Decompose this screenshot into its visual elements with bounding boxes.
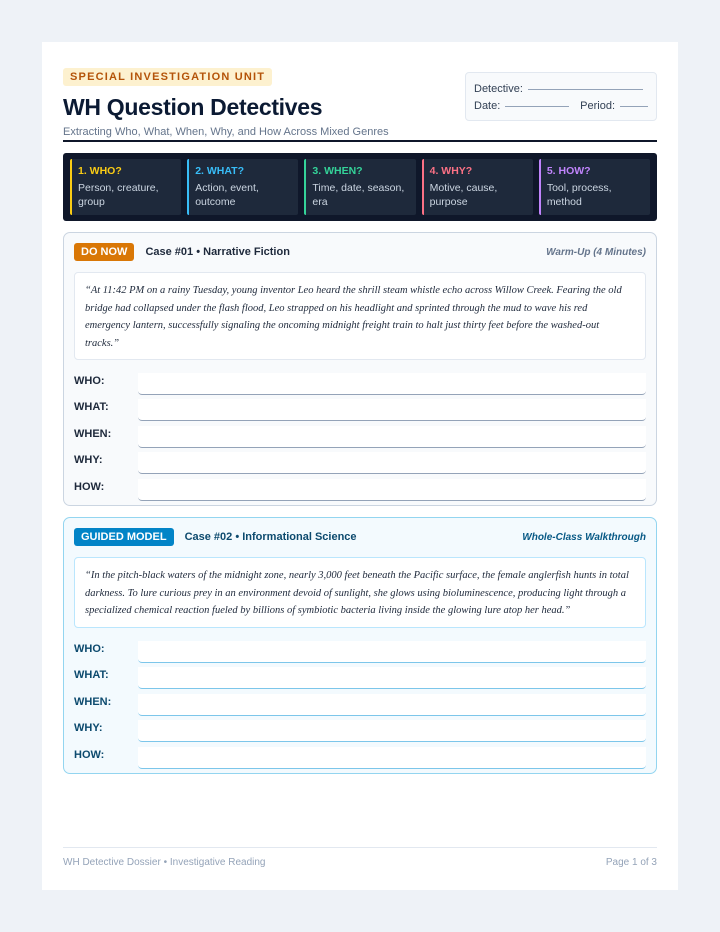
date-blank[interactable] — [505, 106, 569, 107]
case-passage: “At 11:42 PM on a rainy Tuesday, young inventor Leo heard the shrill steam whistle echo across Willow Creek. Fearing the old bridge had collapsed under the flash flood, Leo strapped on his headlight and sprinted through the mud to wave his red emergency lantern, successfully signaling the oncoming midnight freight train to halt just thirty feet before the washed-out tracks.” — [74, 272, 646, 360]
answer-label: WHEN: — [74, 427, 112, 440]
case-card-02 — [63, 517, 657, 774]
case-title: Case #01 • Narrative Fiction — [145, 246, 290, 258]
category-description: Tool, process, method — [546, 182, 612, 208]
category-description: Motive, cause, purpose — [429, 182, 498, 208]
case-card-01 — [63, 232, 657, 506]
page-subtitle: Extracting Who, What, When, Why, and How Across Mixed Genres — [63, 126, 389, 138]
unit-badge: SPECIAL INVESTIGATION UNIT — [63, 68, 272, 86]
case-tag: DO NOW — [74, 243, 134, 261]
case-note: Whole-Class Walkthrough — [522, 531, 646, 543]
date-period-row — [474, 97, 648, 114]
date-label: Date: — [474, 99, 501, 112]
case-note: Warm-Up (4 Minutes) — [546, 246, 646, 258]
answer-row-why — [74, 448, 646, 475]
category-title: 4. WHY? — [429, 165, 473, 177]
answer-fields — [74, 368, 646, 501]
case-title: Case #02 • Informational Science — [184, 531, 357, 543]
category-description: Action, event, outcome — [195, 182, 259, 208]
category-what — [187, 159, 298, 215]
answer-line[interactable] — [138, 747, 646, 769]
answer-fields — [74, 636, 646, 769]
header-divider — [63, 140, 657, 142]
category-when — [304, 159, 415, 215]
answer-row-how — [74, 474, 646, 501]
case-header — [74, 242, 646, 262]
period-label: Period: — [580, 99, 615, 112]
answer-row-when — [74, 689, 646, 716]
answer-label: WHEN: — [74, 695, 112, 708]
answer-line[interactable] — [138, 641, 646, 663]
student-info-box — [465, 72, 657, 121]
answer-line[interactable] — [138, 667, 646, 689]
answer-row-why — [74, 716, 646, 743]
answer-line[interactable] — [138, 452, 646, 474]
worksheet-page — [42, 42, 678, 890]
answer-line[interactable] — [138, 479, 646, 501]
answer-row-what — [74, 395, 646, 422]
case-header — [74, 527, 646, 547]
answer-label: WHY: — [74, 454, 103, 466]
page-number: Page 1 of 3 — [605, 857, 657, 868]
detective-label: Detective: — [474, 82, 523, 95]
wh-category-strip — [63, 153, 657, 221]
answer-label: HOW: — [74, 748, 105, 761]
answer-row-what — [74, 663, 646, 690]
case-tag: GUIDED MODEL — [74, 528, 174, 546]
answer-row-how — [74, 742, 646, 769]
case-passage: “In the pitch-black waters of the midnight zone, nearly 3,000 feet beneath the Pacific surface, the female anglerfish hunts in total darkness. To lure curious prey in an environment devoid of sunlight, she glows using bioluminescence, producing light through a specialized chemical reaction fueled by billions of symbiotic bacteria living inside the glowing lure atop her head.” — [74, 557, 646, 628]
category-why — [422, 159, 533, 215]
answer-line[interactable] — [138, 694, 646, 716]
footer-title: WH Detective Dossier • Investigative Reading — [63, 857, 266, 868]
answer-row-who — [74, 368, 646, 395]
answer-row-who — [74, 636, 646, 663]
category-description: Time, date, season, era — [312, 182, 405, 208]
worksheet-content — [63, 67, 657, 761]
answer-row-when — [74, 421, 646, 448]
detective-blank[interactable] — [528, 89, 643, 90]
detective-row — [474, 80, 648, 97]
answer-line[interactable] — [138, 720, 646, 742]
period-blank[interactable] — [620, 106, 648, 107]
answer-line[interactable] — [138, 399, 646, 421]
answer-label: WHO: — [74, 374, 105, 387]
answer-label: WHAT: — [74, 669, 109, 681]
category-title: 5. HOW? — [546, 165, 591, 177]
answer-line[interactable] — [138, 426, 646, 448]
answer-label: WHY: — [74, 722, 103, 734]
category-title: 2. WHAT? — [195, 165, 245, 177]
answer-label: WHAT: — [74, 401, 109, 413]
category-who — [70, 159, 181, 215]
page-footer — [63, 847, 657, 868]
page-title: WH Question Detectives — [63, 94, 323, 120]
category-how — [539, 159, 650, 215]
answer-label: HOW: — [74, 480, 105, 493]
category-title: 1. WHO? — [78, 165, 122, 177]
category-title: 3. WHEN? — [312, 165, 363, 177]
category-description: Person, creature, group — [78, 182, 159, 208]
answer-label: WHO: — [74, 642, 105, 655]
answer-line[interactable] — [138, 373, 646, 395]
